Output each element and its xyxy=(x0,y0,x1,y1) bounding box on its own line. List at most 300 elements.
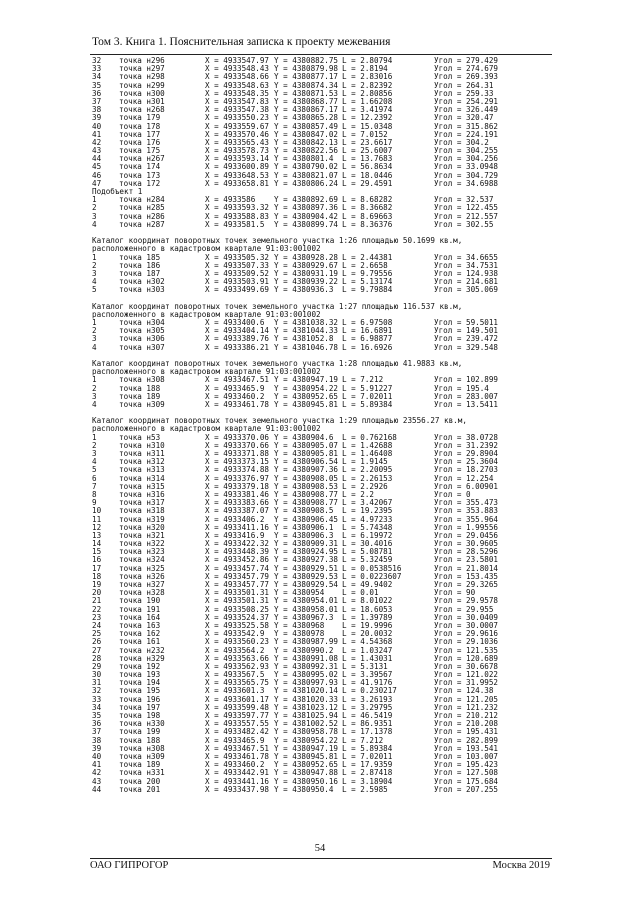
y-coordinate: Y = 4380822.56 xyxy=(274,146,339,156)
point-index: 10 xyxy=(92,506,102,516)
x-coordinate: X = 4933370.66 xyxy=(205,440,270,450)
point-name: точка 176 xyxy=(119,137,161,147)
direction-angle: Угол = 18.2703 xyxy=(434,465,499,475)
segment-length: L = 0.0223607 xyxy=(342,571,402,581)
point-name: точка 200 xyxy=(119,776,161,786)
segment-length: L = 25.6007 xyxy=(342,146,393,156)
direction-angle: Угол = 304.729 xyxy=(434,170,499,180)
direction-angle: Угол = 30.6678 xyxy=(434,661,499,671)
direction-angle: Угол = 254.291 xyxy=(434,96,499,106)
section-title-line: расположенного в кадастровом квартале 91:03:001002 xyxy=(92,367,321,377)
direction-angle: Угол = 224.191 xyxy=(434,129,499,139)
direction-angle: Угол = 302.55 xyxy=(434,219,494,229)
point-name: точка н319 xyxy=(119,514,165,524)
y-coordinate: Y = 4380871.53 xyxy=(274,88,339,98)
direction-angle: Угол = 21.8014 xyxy=(434,563,499,573)
x-coordinate: X = 4933442.91 xyxy=(205,768,270,778)
point-name: точка н328 xyxy=(119,588,165,598)
point-name: точка н329 xyxy=(119,653,165,663)
coordinate-row xyxy=(92,221,550,229)
segment-length: L = 8.01022 xyxy=(342,596,393,606)
direction-angle: Угол = 264.31 xyxy=(434,80,494,90)
point-index: 42 xyxy=(92,137,102,147)
y-coordinate: Y = 4380967.3 xyxy=(274,612,334,622)
section-title-line: Каталог координат поворотных точек земельного участка 1:28 площадью 41.9883 кв.м, xyxy=(92,358,463,368)
point-name: точка н323 xyxy=(119,547,165,557)
direction-angle: Угол = 1.99556 xyxy=(434,522,499,532)
segment-length: L = 17.1378 xyxy=(342,727,393,737)
point-name: точка н307 xyxy=(119,342,165,352)
direction-angle: Угол = 32.537 xyxy=(434,195,494,205)
x-coordinate: X = 4933524.37 xyxy=(205,612,270,622)
y-coordinate: Y = 4380936.3 xyxy=(274,285,334,295)
segment-length: L = 4.97233 xyxy=(342,514,393,524)
point-name: точка 185 xyxy=(119,252,161,262)
point-name: точка н326 xyxy=(119,571,165,581)
point-name: точка н300 xyxy=(119,88,165,98)
point-name: точка н297 xyxy=(119,64,165,74)
segment-length: L = 5.3131 xyxy=(342,661,388,671)
point-name: точка н321 xyxy=(119,530,165,540)
section-title-line: расположенного в кадастровом квартале 91:03:001002 xyxy=(92,244,321,254)
section-title-line: Каталог координат поворотных точек земельного участка 1:26 площадью 50.1699 кв.м, xyxy=(92,236,463,246)
footer-rule xyxy=(90,858,552,859)
point-index: 1 xyxy=(92,195,97,205)
point-index: 36 xyxy=(92,88,102,98)
y-coordinate: Y = 4381044.33 xyxy=(274,326,339,336)
point-name: точка н330 xyxy=(119,719,165,729)
segment-length: L = 19.2395 xyxy=(342,506,393,516)
segment-length: L = 2.80794 xyxy=(342,56,393,65)
x-coordinate: X = 4933501.31 xyxy=(205,588,270,598)
direction-angle: Угол = 283.007 xyxy=(434,391,499,401)
point-index: 34 xyxy=(92,702,102,712)
point-index: 39 xyxy=(92,743,102,753)
point-index: 18 xyxy=(92,571,102,581)
header-rule xyxy=(90,54,552,55)
point-name: точка 189 xyxy=(119,760,161,770)
segment-length: L = 3.41974 xyxy=(342,105,393,115)
point-name: точка 186 xyxy=(119,260,161,270)
y-coordinate: Y = 4380952.65 xyxy=(274,760,339,770)
point-index: 47 xyxy=(92,178,102,188)
y-coordinate: Y = 4380958.01 xyxy=(274,604,339,614)
x-coordinate: X = 4933648.53 xyxy=(205,170,270,180)
direction-angle: Угол = 121.232 xyxy=(434,702,499,712)
direction-angle: Угол = 282.899 xyxy=(434,735,499,745)
y-coordinate: Y = 4380868.77 xyxy=(274,96,339,106)
x-coordinate: X = 4933593.14 xyxy=(205,154,270,164)
point-name: точка 195 xyxy=(119,686,161,696)
segment-length: L = 5.91227 xyxy=(342,383,393,393)
segment-length: L = 3.39567 xyxy=(342,670,393,680)
direction-angle: Угол = 121.022 xyxy=(434,670,499,680)
x-coordinate: X = 4933548.35 xyxy=(205,88,270,98)
y-coordinate: Y = 4380906.45 xyxy=(274,514,339,524)
x-coordinate: X = 4933387.07 xyxy=(205,506,270,516)
point-index: 4 xyxy=(92,219,97,229)
segment-length: L = 19.9996 xyxy=(342,620,393,630)
x-coordinate: X = 4933465.9 xyxy=(205,735,265,745)
x-coordinate: X = 4933461.78 xyxy=(205,751,270,761)
segment-length: L = 3.29795 xyxy=(342,702,393,712)
direction-angle: Угол = 305.069 xyxy=(434,285,499,295)
point-index: 30 xyxy=(92,670,102,680)
x-coordinate: X = 4933548.63 xyxy=(205,80,270,90)
point-index: 32 xyxy=(92,686,102,696)
direction-angle: Угол = 355.964 xyxy=(434,514,499,524)
segment-length: L = 9.79556 xyxy=(342,268,393,278)
y-coordinate: Y = 4380950.4 xyxy=(274,784,334,794)
y-coordinate: Y = 4380929.54 xyxy=(274,580,339,589)
point-index: 43 xyxy=(92,776,102,786)
x-coordinate: X = 4933457.77 xyxy=(205,580,270,589)
point-index: 19 xyxy=(92,580,102,589)
segment-length: L = 18.0446 xyxy=(342,170,393,180)
segment-length: L = 1.46408 xyxy=(342,449,393,458)
direction-angle: Угол = 127.508 xyxy=(434,768,499,778)
y-coordinate: Y = 4380928.28 xyxy=(274,252,339,262)
point-name: точка н308 xyxy=(119,743,165,753)
point-name: точка н325 xyxy=(119,563,165,573)
direction-angle: Угол = 34.6655 xyxy=(434,252,499,262)
point-index: 33 xyxy=(92,64,102,74)
y-coordinate: Y = 4380897.36 xyxy=(274,203,339,213)
segment-length: L = 0.0538516 xyxy=(342,563,402,573)
direction-angle: Угол = 304.255 xyxy=(434,146,499,156)
direction-angle: Угол = 269.393 xyxy=(434,72,499,82)
point-index: 4 xyxy=(92,399,97,409)
direction-angle: Угол = 304.2 xyxy=(434,137,489,147)
direction-angle: Угол = 193.541 xyxy=(434,743,499,753)
point-name: точка н287 xyxy=(119,219,165,229)
y-coordinate: Y = 4381020.14 xyxy=(274,686,339,696)
direction-angle: Угол = 121.205 xyxy=(434,694,499,704)
y-coordinate: Y = 4380947.88 xyxy=(274,768,339,778)
point-index: 3 xyxy=(92,211,97,221)
direction-angle: Угол = 0 xyxy=(434,489,471,499)
direction-angle: Угол = 122.455 xyxy=(434,203,499,213)
direction-angle: Угол = 59.5011 xyxy=(434,318,499,327)
point-name: точка 199 xyxy=(119,727,161,737)
segment-length: L = 2.20095 xyxy=(342,465,393,475)
x-coordinate: X = 4933550.23 xyxy=(205,113,270,123)
point-index: 20 xyxy=(92,588,102,598)
y-coordinate: Y = 4380905.81 xyxy=(274,449,339,458)
y-coordinate: Y = 4380892.69 xyxy=(274,195,339,205)
y-coordinate: Y = 4380929.51 xyxy=(274,563,339,573)
coordinate-row xyxy=(92,344,550,352)
x-coordinate: X = 4933400.6 xyxy=(205,318,265,327)
point-name: точка н296 xyxy=(119,56,165,65)
point-index: 4 xyxy=(92,277,97,287)
y-coordinate: Y = 4380997.93 xyxy=(274,678,339,688)
point-name: точка н309 xyxy=(119,399,165,409)
x-coordinate: X = 4933386.21 xyxy=(205,342,270,352)
x-coordinate: X = 4933441.16 xyxy=(205,776,270,786)
x-coordinate: X = 4933547.38 xyxy=(205,105,270,115)
segment-length: L = 0.230217 xyxy=(342,686,397,696)
segment-length: L = 1.39789 xyxy=(342,612,393,622)
segment-length: L = 49.9402 xyxy=(342,580,393,589)
y-coordinate: Y = 4380842.13 xyxy=(274,137,339,147)
section-title-line: Каталог координат поворотных точек земельного участка 1:29 площадью 23556.27 кв.м, xyxy=(92,416,467,426)
point-index: 17 xyxy=(92,563,102,573)
direction-angle: Угол = 320.47 xyxy=(434,113,494,123)
x-coordinate: X = 4933547.97 xyxy=(205,56,270,65)
x-coordinate: X = 4933588.83 xyxy=(205,211,270,221)
point-index: 44 xyxy=(92,154,102,164)
point-name: точка н298 xyxy=(119,72,165,82)
point-index: 2 xyxy=(92,260,97,270)
point-name: точка н308 xyxy=(119,375,165,385)
x-coordinate: X = 4933482.42 xyxy=(205,727,270,737)
point-name: точка 198 xyxy=(119,711,161,720)
segment-length: L = 6.19972 xyxy=(342,530,393,540)
point-index: 29 xyxy=(92,661,102,671)
point-index: 36 xyxy=(92,719,102,729)
point-index: 40 xyxy=(92,751,102,761)
y-coordinate: Y = 4380968 xyxy=(274,620,325,630)
direction-angle: Угол = 29.9578 xyxy=(434,596,499,606)
point-index: 35 xyxy=(92,80,102,90)
point-index: 34 xyxy=(92,72,102,82)
direction-angle: Угол = 25.3604 xyxy=(434,457,499,467)
direction-angle: Угол = 239.472 xyxy=(434,334,499,344)
direction-angle: Угол = 195.431 xyxy=(434,727,499,737)
point-name: точка 163 xyxy=(119,620,161,630)
direction-angle: Угол = 34.7531 xyxy=(434,260,499,270)
x-coordinate: X = 4933376.97 xyxy=(205,473,270,483)
point-name: точка н313 xyxy=(119,465,165,475)
x-coordinate: X = 4933567.5 xyxy=(205,670,265,680)
point-name: точка 175 xyxy=(119,146,161,156)
y-coordinate: Y = 4380952.65 xyxy=(274,391,339,401)
direction-angle: Угол = 29.3265 xyxy=(434,580,499,589)
point-index: 25 xyxy=(92,629,102,639)
y-coordinate: Y = 4380906.1 xyxy=(274,522,334,532)
point-index: 3 xyxy=(92,334,97,344)
segment-length: L = 4.54368 xyxy=(342,637,393,647)
point-index: 44 xyxy=(92,784,102,794)
point-name: точка н305 xyxy=(119,326,165,336)
segment-length: L = 30.4016 xyxy=(342,539,393,549)
x-coordinate: X = 4933374.88 xyxy=(205,465,270,475)
x-coordinate: X = 4933437.98 xyxy=(205,784,270,794)
y-coordinate: Y = 4380954.22 xyxy=(274,383,339,393)
segment-length: L = 6.97508 xyxy=(342,318,393,327)
segment-length: L = 29.4591 xyxy=(342,178,393,188)
y-coordinate: Y = 4380821.07 xyxy=(274,170,339,180)
point-index: 33 xyxy=(92,694,102,704)
y-coordinate: Y = 4380907.36 xyxy=(274,465,339,475)
direction-angle: Угол = 90 xyxy=(434,588,476,598)
segment-length: L = 2.44381 xyxy=(342,252,393,262)
point-index: 39 xyxy=(92,113,102,123)
point-name: точка 192 xyxy=(119,661,161,671)
y-coordinate: Y = 4380906.3 xyxy=(274,530,334,540)
x-coordinate: X = 4933379.18 xyxy=(205,481,270,491)
coordinate-row xyxy=(92,786,550,794)
point-name: точка н316 xyxy=(119,489,165,499)
segment-length: L = 8.68282 xyxy=(342,195,393,205)
segment-length: L = 2.2926 xyxy=(342,481,388,491)
direction-angle: Угол = 30.0007 xyxy=(434,620,499,630)
point-name: точка 188 xyxy=(119,735,161,745)
point-index: 31 xyxy=(92,678,102,688)
direction-angle: Угол = 329.548 xyxy=(434,342,499,352)
segment-length: L = 7.212 xyxy=(342,735,384,745)
point-index: 13 xyxy=(92,530,102,540)
segment-length: L = 13.7683 xyxy=(342,154,393,164)
direction-angle: Угол = 175.684 xyxy=(434,776,499,786)
x-coordinate: X = 4933452.86 xyxy=(205,555,270,565)
y-coordinate: Y = 4380995.02 xyxy=(274,670,339,680)
y-coordinate: Y = 4381025.94 xyxy=(274,711,339,720)
point-name: точка н232 xyxy=(119,645,165,655)
point-index: 24 xyxy=(92,620,102,630)
point-index: 2 xyxy=(92,203,97,213)
point-name: точка 189 xyxy=(119,391,161,401)
point-name: точка н302 xyxy=(119,277,165,287)
x-coordinate: X = 4933525.58 xyxy=(205,620,270,630)
point-index: 3 xyxy=(92,391,97,401)
x-coordinate: X = 4933467.51 xyxy=(205,375,270,385)
y-coordinate: Y = 4380992.31 xyxy=(274,661,339,671)
direction-angle: Угол = 29.955 xyxy=(434,604,494,614)
y-coordinate: Y = 4380879.98 xyxy=(274,64,339,74)
direction-angle: Угол = 315.862 xyxy=(434,121,499,131)
segment-length: L = 8.36682 xyxy=(342,203,393,213)
point-name: точка н285 xyxy=(119,203,165,213)
point-name: точка 196 xyxy=(119,694,161,704)
point-name: точка 162 xyxy=(119,629,161,639)
segment-length: L = 7.02011 xyxy=(342,391,393,401)
y-coordinate: Y = 4380947.19 xyxy=(274,743,339,753)
x-coordinate: X = 4933563.66 xyxy=(205,653,270,663)
point-index: 12 xyxy=(92,522,102,532)
segment-length: L = 8.69663 xyxy=(342,211,393,221)
coordinate-row xyxy=(92,286,550,294)
point-name: точка 201 xyxy=(119,784,161,794)
x-coordinate: X = 4933578.73 xyxy=(205,146,270,156)
y-coordinate: Y = 4380904.6 xyxy=(274,432,334,442)
segment-length: L = 3.42067 xyxy=(342,498,393,508)
point-name: точка 179 xyxy=(119,113,161,123)
segment-length: L = 56.8634 xyxy=(342,162,393,172)
point-index: 41 xyxy=(92,760,102,770)
point-index: 38 xyxy=(92,105,102,115)
point-index: 16 xyxy=(92,555,102,565)
segment-length: L = 2.82392 xyxy=(342,80,393,90)
y-coordinate: Y = 4380927.38 xyxy=(274,555,339,565)
point-name: точка 174 xyxy=(119,162,161,172)
point-name: точка 187 xyxy=(119,268,161,278)
direction-angle: Угол = 30.9605 xyxy=(434,539,499,549)
point-index: 1 xyxy=(92,432,97,442)
point-index: 32 xyxy=(92,56,102,65)
point-name: точка 173 xyxy=(119,170,161,180)
point-name: точка 177 xyxy=(119,129,161,139)
segment-length: L = 18.6053 xyxy=(342,604,393,614)
x-coordinate: X = 4933599.48 xyxy=(205,702,270,712)
point-name: точка н312 xyxy=(119,457,165,467)
point-name: точка н299 xyxy=(119,80,165,90)
y-coordinate: Y = 4380906.54 xyxy=(274,457,339,467)
y-coordinate: Y = 4381023.12 xyxy=(274,702,339,712)
x-coordinate: X = 4933371.88 xyxy=(205,449,270,458)
point-index: 42 xyxy=(92,768,102,778)
point-name: точка н315 xyxy=(119,481,165,491)
x-coordinate: X = 4933416.9 xyxy=(205,530,265,540)
direction-angle: Угол = 28.5296 xyxy=(434,547,499,557)
y-coordinate: Y = 4380909.31 xyxy=(274,539,339,549)
segment-length: L = 0.762168 xyxy=(342,432,397,442)
point-name: точка н324 xyxy=(119,555,165,565)
x-coordinate: X = 4933565.75 xyxy=(205,678,270,688)
point-name: точка 172 xyxy=(119,178,161,188)
segment-length: L = 7.0152 xyxy=(342,129,388,139)
point-index: 22 xyxy=(92,604,102,614)
segment-length: L = 41.9176 xyxy=(342,678,393,688)
direction-angle: Угол = 33.0948 xyxy=(434,162,499,172)
direction-angle: Угол = 212.557 xyxy=(434,211,499,221)
direction-angle: Угол = 102.899 xyxy=(434,375,499,385)
x-coordinate: X = 4933547.83 xyxy=(205,96,270,106)
direction-angle: Угол = 29.8904 xyxy=(434,449,499,458)
point-name: точка н318 xyxy=(119,506,165,516)
page-header-title: Том 3. Книга 1. Пояснительная записка к проекту межевания xyxy=(92,36,391,48)
point-index: 14 xyxy=(92,539,102,549)
segment-length: L = 5.89384 xyxy=(342,399,393,409)
segment-length: L = 86.9351 xyxy=(342,719,393,729)
point-name: точка н301 xyxy=(119,96,165,106)
point-index: 21 xyxy=(92,596,102,606)
point-index: 5 xyxy=(92,465,97,475)
coordinate-row xyxy=(92,401,550,409)
point-name: точка н53 xyxy=(119,432,161,442)
segment-length: L = 7.02011 xyxy=(342,751,393,761)
x-coordinate: X = 4933593.32 xyxy=(205,203,270,213)
point-index: 1 xyxy=(92,318,97,327)
segment-length: L = 6.98877 xyxy=(342,334,393,344)
x-coordinate: X = 4933560.23 xyxy=(205,637,270,647)
point-name: точка н303 xyxy=(119,285,165,295)
y-coordinate: Y = 4380908.5 xyxy=(274,506,334,516)
x-coordinate: X = 4933597.77 xyxy=(205,711,270,720)
point-name: точка 161 xyxy=(119,637,161,647)
direction-angle: Угол = 207.255 xyxy=(434,784,499,794)
x-coordinate: X = 4933411.16 xyxy=(205,522,270,532)
x-coordinate: X = 4933373.15 xyxy=(205,457,270,467)
x-coordinate: X = 4933457.79 xyxy=(205,571,270,581)
y-coordinate: Y = 4380929.67 xyxy=(274,260,339,270)
direction-angle: Угол = 29.1036 xyxy=(434,637,499,647)
segment-length: L = 1.03247 xyxy=(342,645,393,655)
x-coordinate: X = 4933581.5 xyxy=(205,219,265,229)
point-name: точка н327 xyxy=(119,580,165,589)
x-coordinate: X = 4933586 xyxy=(205,195,256,205)
y-coordinate: Y = 4380847.02 xyxy=(274,129,339,139)
point-index: 9 xyxy=(92,498,97,508)
point-name: точка 194 xyxy=(119,678,161,688)
x-coordinate: X = 4933461.78 xyxy=(205,399,270,409)
y-coordinate: Y = 4380882.75 xyxy=(274,56,339,65)
point-index: 1 xyxy=(92,252,97,262)
segment-length: L = 5.74348 xyxy=(342,522,393,532)
x-coordinate: X = 4933564.2 xyxy=(205,645,265,655)
segment-length: L = 23.6617 xyxy=(342,137,393,147)
